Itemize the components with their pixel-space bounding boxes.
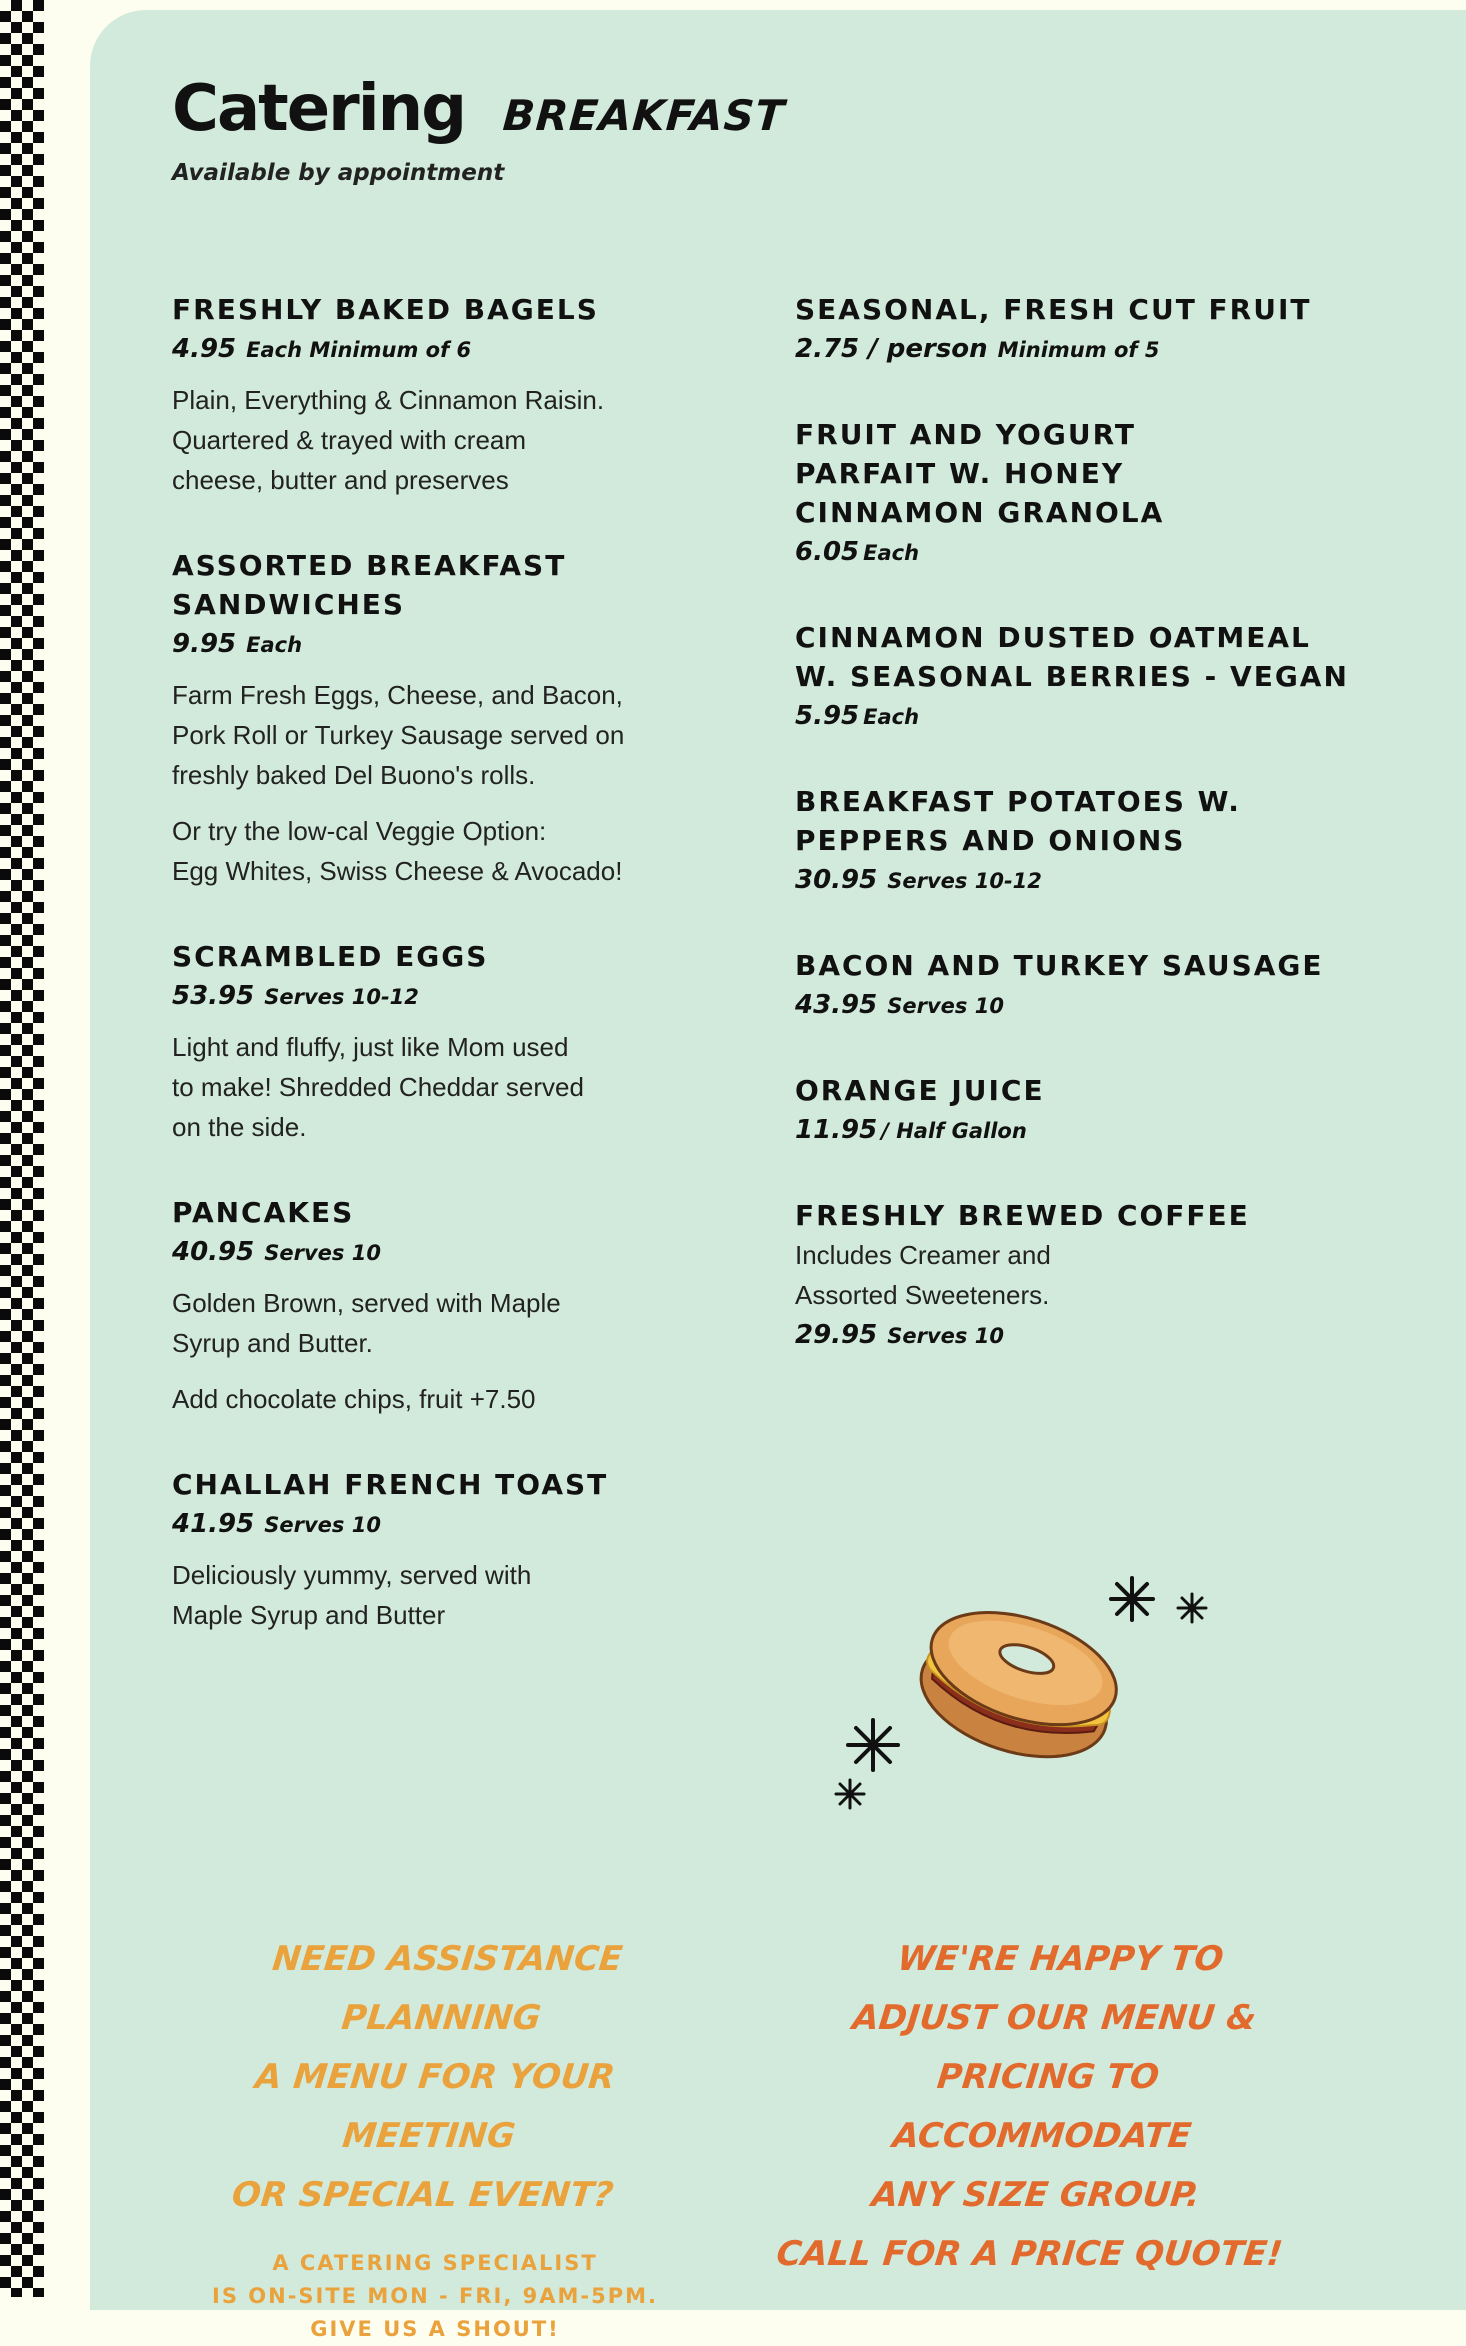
item-price-line <box>795 1110 1355 1151</box>
sparkle-icon <box>836 1780 864 1808</box>
right-menu-column <box>795 290 1355 1401</box>
bagel-icon <box>906 1591 1130 1778</box>
item-price-note: / Half Gallon <box>881 1119 1027 1143</box>
item-price: 11.95 <box>795 1115 878 1145</box>
item-price-note: Each Minimum of 6 <box>246 338 472 362</box>
item-name: PANCAKES <box>172 1196 355 1229</box>
menu-item-french-toast <box>172 1465 692 1635</box>
item-price: 29.95 <box>795 1320 878 1350</box>
item-price: 5.95 <box>795 701 860 731</box>
item-price-line <box>172 1232 692 1273</box>
item-price-line <box>172 976 692 1017</box>
menu-item-bacon-sausage <box>795 946 1355 1026</box>
item-price-note: Serves 10-12 <box>264 985 419 1009</box>
item-price-line <box>795 329 1355 370</box>
menu-item-breakfast-sandwiches <box>172 546 692 891</box>
page-title: Catering <box>172 72 466 146</box>
item-description: Light and fluffy, just like Mom used to make! Shredded Cheddar served on the side. <box>172 1032 584 1142</box>
menu-item-oatmeal <box>795 618 1355 737</box>
item-price-line <box>795 1315 1355 1356</box>
item-name: FRESHLY BAKED BAGELS <box>172 293 599 326</box>
specialist-hours: A CATERING SPECIALIST IS ON-SITE MON - FRI, 9AM-5PM. GIVE US A SHOUT! <box>212 2251 658 2341</box>
item-price-note: Each <box>863 541 920 565</box>
menu-item-bagels <box>172 290 692 500</box>
item-price-line <box>172 329 692 370</box>
sparkle-icon <box>1178 1594 1206 1622</box>
availability-note: Available by appointment <box>172 160 505 186</box>
sparkle-icon <box>1111 1578 1153 1620</box>
item-price-line <box>795 696 1355 737</box>
item-price-line <box>172 1504 692 1545</box>
item-price-note: Minimum of 5 <box>997 338 1160 362</box>
menu-item-coffee <box>795 1196 1355 1356</box>
item-price-note: Each <box>246 633 303 657</box>
item-description-extra: Add chocolate chips, fruit +7.50 <box>172 1384 536 1414</box>
item-description: Farm Fresh Eggs, Cheese, and Bacon, Pork Roll or Turkey Sausage served on freshly baked Del Buono's rolls. <box>172 680 625 790</box>
item-price: 43.95 <box>795 990 878 1020</box>
item-price-note: Each <box>863 705 920 729</box>
item-price-line <box>795 860 1355 901</box>
item-name: FRESHLY BREWED COFFEE <box>795 1199 1250 1232</box>
item-name: ASSORTED BREAKFAST SANDWICHES <box>172 549 567 621</box>
price-quote-headline: WE'RE HAPPY TO ADJUST OUR MENU & PRICING TO ACCOMMODATE ANY SIZE GROUP. CALL FOR A PRICE QUOTE! <box>774 1939 1285 2274</box>
item-price: 53.95 <box>172 981 255 1011</box>
item-price-note: Serves 10 <box>887 1324 1004 1348</box>
item-price-note: Serves 10 <box>887 994 1004 1018</box>
checkerboard-border <box>0 0 44 2297</box>
menu-item-yogurt-parfait <box>795 415 1355 573</box>
item-price-note: Serves 10-12 <box>887 869 1042 893</box>
item-name: BREAKFAST POTATOES W. PEPPERS AND ONIONS <box>795 785 1241 857</box>
menu-item-fresh-fruit <box>795 290 1355 370</box>
item-name: SCRAMBLED EGGS <box>172 940 489 973</box>
footer-price-quote <box>774 1930 1300 2284</box>
item-description: Deliciously yummy, served with Maple Syrup and Butter <box>172 1560 532 1630</box>
left-menu-column <box>172 290 692 1681</box>
item-price: 41.95 <box>172 1509 255 1539</box>
item-description: Includes Creamer and Assorted Sweeteners. <box>795 1240 1051 1310</box>
item-price-note: Serves 10 <box>264 1241 381 1265</box>
item-description-extra: Or try the low-cal Veggie Option: Egg Whites, Swiss Cheese & Avocado! <box>172 816 623 886</box>
item-price: 9.95 <box>172 629 237 659</box>
item-price-line <box>172 624 692 665</box>
item-description: Plain, Everything & Cinnamon Raisin. Quartered & trayed with cream cheese, butter and preserves <box>172 385 605 495</box>
item-price: 40.95 <box>172 1237 255 1267</box>
item-price: 30.95 <box>795 865 878 895</box>
item-name: BACON AND TURKEY SAUSAGE <box>795 949 1324 982</box>
item-price: 6.05 <box>795 537 860 567</box>
item-price-line <box>795 532 1355 573</box>
menu-item-orange-juice <box>795 1071 1355 1151</box>
item-name: CHALLAH FRENCH TOAST <box>172 1468 609 1501</box>
sparkle-icon <box>848 1720 898 1770</box>
menu-item-scrambled-eggs <box>172 937 692 1147</box>
menu-item-pancakes <box>172 1193 692 1419</box>
item-price-note: Serves 10 <box>264 1513 381 1537</box>
page-header <box>172 72 785 146</box>
menu-item-breakfast-potatoes <box>795 782 1355 901</box>
item-name: SEASONAL, FRESH CUT FRUIT <box>795 293 1312 326</box>
footer-assistance <box>170 1930 700 2346</box>
bagel-sandwich-illustration <box>820 1560 1220 1830</box>
item-price: 2.75 / person <box>795 334 988 364</box>
item-name: CINNAMON DUSTED OATMEAL W. SEASONAL BERRIES - VEGAN <box>795 621 1349 693</box>
item-description: Golden Brown, served with Maple Syrup and Butter. <box>172 1288 561 1358</box>
item-name: ORANGE JUICE <box>795 1074 1045 1107</box>
section-title: BREAKFAST <box>501 91 787 140</box>
item-price: 4.95 <box>172 334 237 364</box>
item-price-line <box>795 985 1355 1026</box>
assistance-headline: NEED ASSISTANCE PLANNING A MENU FOR YOUR MEETING OR SPECIAL EVENT? <box>229 1939 625 2215</box>
item-name: FRUIT AND YOGURT PARFAIT W. HONEY CINNAMON GRANOLA <box>795 418 1165 529</box>
